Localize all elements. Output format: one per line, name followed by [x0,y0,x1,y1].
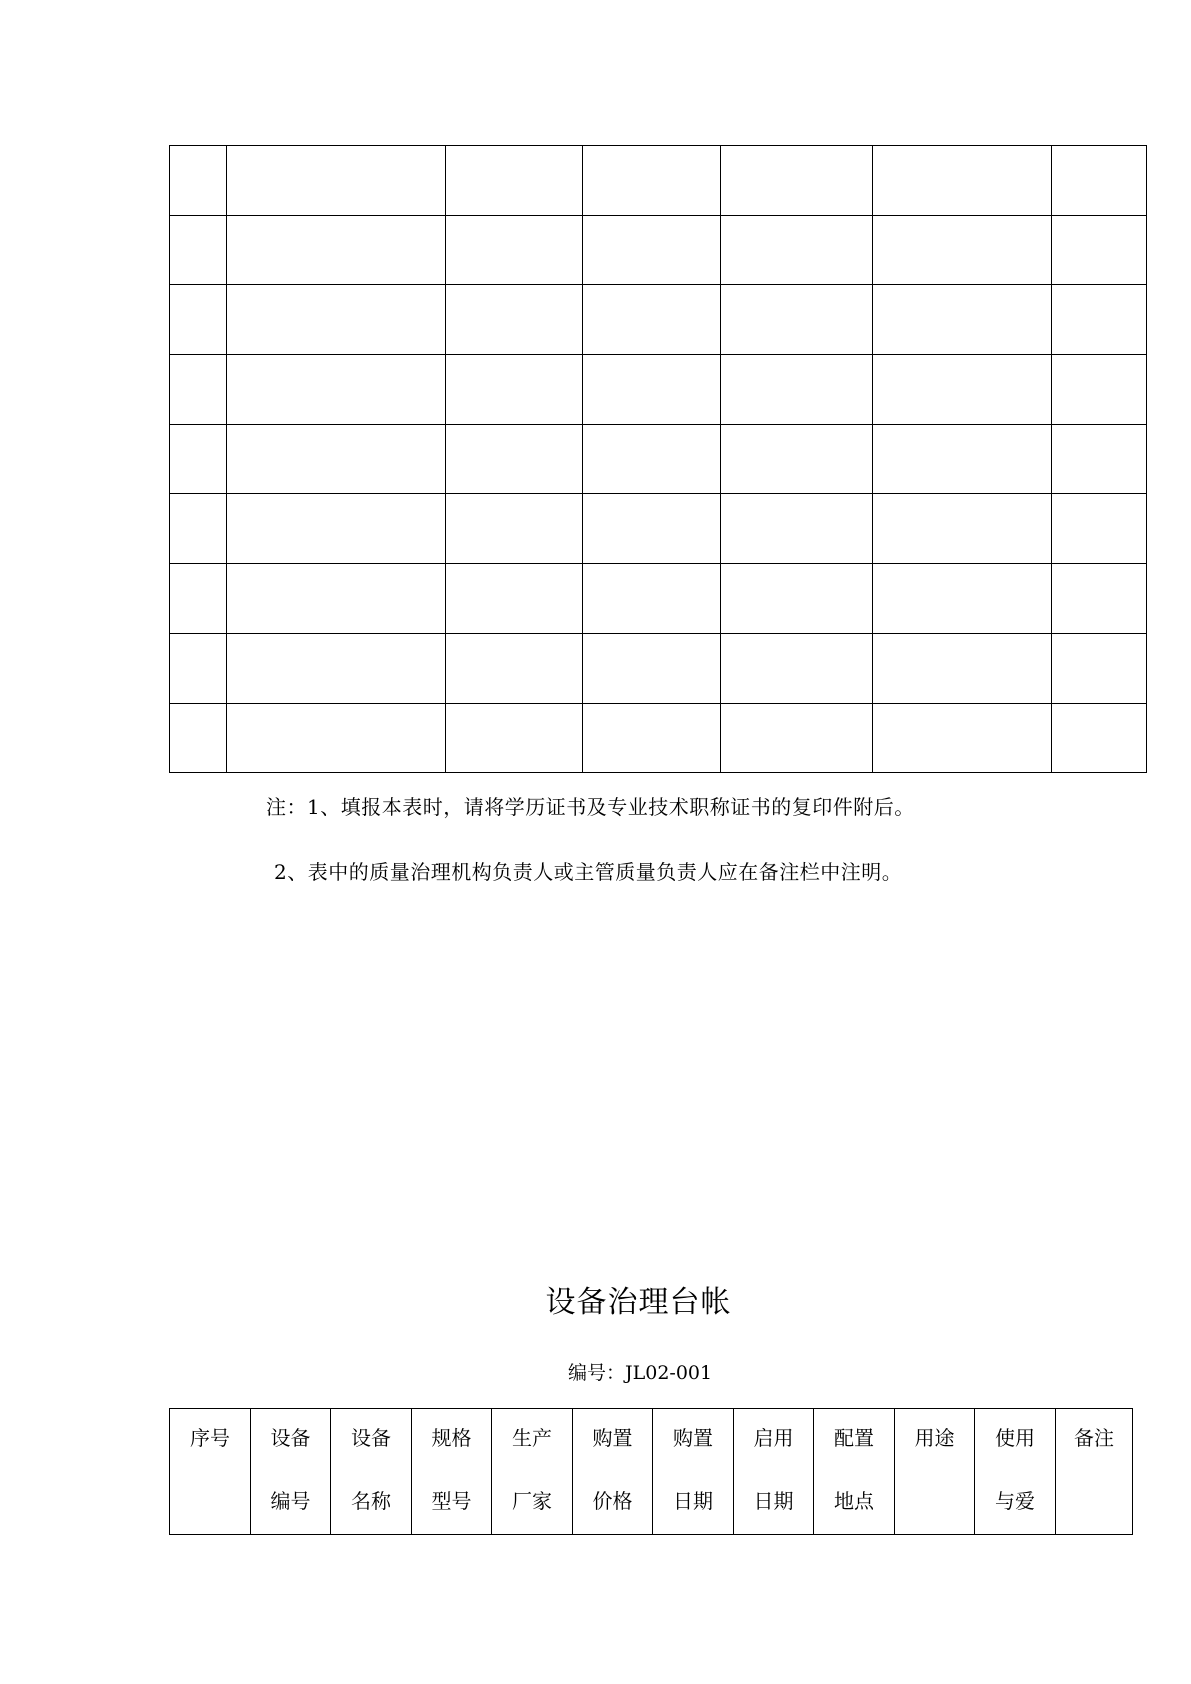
table-cell [170,215,227,285]
table-cell [170,494,227,564]
table-row [170,215,1147,285]
table-cell [721,633,873,703]
table-cell [227,564,446,634]
ledger-header-cell [895,1409,975,1535]
table-cell [1052,355,1147,425]
table-cell [227,215,446,285]
table-cell [446,146,583,216]
table-row [170,424,1147,494]
ledger-title: 设备治理台帐 [545,1285,732,1320]
table-cell [583,564,721,634]
table-cell [446,633,583,703]
ledger-header-cell [1056,1409,1133,1535]
table-cell [1052,564,1147,634]
ledger-header-cell [573,1409,653,1535]
table-cell [170,703,227,773]
table-cell [446,424,583,494]
table-cell [583,355,721,425]
header-line-1: 购置 [592,1426,633,1450]
table-cell [721,215,873,285]
header-line-1: 用途 [914,1426,955,1450]
table-cell [583,146,721,216]
ledger-header-cell [170,1409,251,1535]
header-line-1: 备注 [1074,1426,1114,1450]
ledger-header-cell [251,1409,331,1535]
table-cell [873,494,1052,564]
table-cell [721,703,873,773]
table-cell [170,285,227,355]
header-line-2: 日期 [673,1489,713,1513]
note-line-1: 注：1、填报本表时，请将学历证书及专业技术职称证书的复印件附后。 [266,795,915,819]
table-row [170,494,1147,564]
table-cell [583,424,721,494]
ledger-header-cell [975,1409,1056,1535]
table-cell [873,424,1052,494]
header-line-1: 序号 [190,1426,230,1450]
table-cell [170,355,227,425]
table-cell [1052,215,1147,285]
header-line-2: 价格 [592,1489,633,1513]
table-cell [170,146,227,216]
table-cell [721,355,873,425]
header-line-1: 设备 [270,1426,311,1450]
table-cell [227,703,446,773]
table-cell [583,703,721,773]
note-line-2: 2、表中的质量治理机构负责人或主管质量负责人应在备注栏中注明。 [274,860,903,884]
header-line-1: 使用 [995,1426,1035,1450]
table-cell [873,564,1052,634]
ledger-header-cell [331,1409,412,1535]
ledger-header-row [170,1409,1133,1535]
table-cell [446,494,583,564]
table-cell [873,146,1052,216]
table-cell [721,424,873,494]
table-cell [227,633,446,703]
header-line-1: 购置 [673,1426,713,1450]
table-row [170,703,1147,773]
ledger-header-cell [492,1409,573,1535]
table-cell [873,355,1052,425]
ledger-header-cell [734,1409,814,1535]
table-cell [1052,633,1147,703]
ledger-header-cell [814,1409,895,1535]
header-line-2: 名称 [351,1489,391,1513]
table-cell [170,633,227,703]
table-cell [446,564,583,634]
table-cell [873,285,1052,355]
header-line-2: 型号 [431,1489,472,1513]
table-cell [721,146,873,216]
header-line-2: 地点 [834,1489,874,1513]
header-line-1: 规格 [431,1426,472,1450]
table-cell [583,215,721,285]
header-line-1: 启用 [753,1426,794,1450]
table-cell [721,564,873,634]
header-line-1: 配置 [834,1426,874,1450]
header-line-2: 编号 [270,1489,311,1513]
table-cell [1052,494,1147,564]
table-cell [227,494,446,564]
ledger-header-cell [412,1409,492,1535]
equipment-ledger-table [169,1408,1133,1535]
table-cell [446,215,583,285]
personnel-table [169,145,1147,773]
table-cell [873,703,1052,773]
personnel-table-body [170,146,1147,773]
table-cell [873,215,1052,285]
table-cell [873,633,1052,703]
table-cell [227,146,446,216]
header-line-2: 与爱 [995,1489,1035,1513]
header-line-1: 设备 [351,1426,391,1450]
table-cell [583,285,721,355]
table-row [170,633,1147,703]
table-cell [1052,424,1147,494]
header-line-2: 厂家 [512,1489,552,1513]
table-cell [1052,146,1147,216]
table-cell [227,424,446,494]
table-cell [227,355,446,425]
ledger-header-cell [653,1409,734,1535]
table-cell [721,494,873,564]
table-cell [227,285,446,355]
header-line-2: 日期 [753,1489,794,1513]
table-row [170,355,1147,425]
table-cell [446,285,583,355]
table-cell [583,494,721,564]
table-cell [170,424,227,494]
table-cell [583,633,721,703]
header-line-1: 生产 [512,1426,552,1450]
document-number: 编号：JL02-001 [568,1362,713,1384]
table-cell [1052,285,1147,355]
table-row [170,285,1147,355]
table-cell [446,703,583,773]
table-cell [721,285,873,355]
table-row [170,146,1147,216]
table-cell [170,564,227,634]
table-cell [1052,703,1147,773]
table-cell [446,355,583,425]
table-row [170,564,1147,634]
